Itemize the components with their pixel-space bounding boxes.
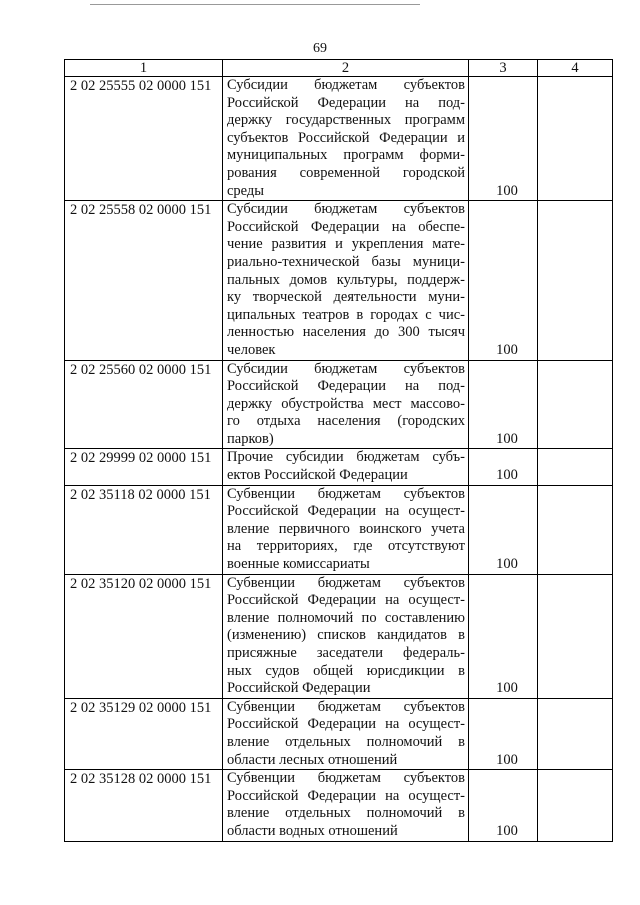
empty-cell — [538, 485, 613, 574]
header-col-2: 2 — [223, 60, 469, 77]
description-line: парков) — [227, 430, 274, 447]
value-cell: 100 — [469, 360, 538, 449]
table-row — [65, 360, 613, 449]
value-cell: 100 — [469, 574, 538, 698]
description-line: на территориях, где отсутствуют — [227, 538, 465, 555]
budget-code: 2 02 25555 02 0000 151 — [65, 77, 223, 201]
description-line: вление первичного воинского учета — [227, 520, 465, 537]
value-cell: 100 — [469, 770, 538, 841]
budget-description — [223, 485, 469, 574]
budget-code: 2 02 29999 02 0000 151 — [65, 449, 223, 485]
description-line: ку творческой деятельности муни- — [227, 289, 465, 306]
description-line: вление отдельных полномочий в — [227, 733, 465, 750]
header-col-3: 3 — [469, 60, 538, 77]
budget-description — [223, 77, 469, 201]
table-row — [65, 201, 613, 360]
description-line: держку обустройства мест массово- — [227, 395, 465, 412]
budget-code: 2 02 25560 02 0000 151 — [65, 360, 223, 449]
description-line: рования современной городской — [227, 164, 465, 181]
description-line: Российской Федерации на под- — [227, 378, 465, 395]
table-row — [65, 770, 613, 841]
top-rule — [90, 4, 420, 5]
table-row — [65, 574, 613, 698]
budget-code: 2 02 35128 02 0000 151 — [65, 770, 223, 841]
empty-cell — [538, 360, 613, 449]
budget-description — [223, 360, 469, 449]
description-line: Прочие субсидии бюджетам субъ- — [227, 449, 465, 466]
budget-codes-table — [64, 59, 613, 842]
description-line: чение развития и укрепления мате- — [227, 236, 465, 253]
empty-cell — [538, 77, 613, 201]
value-cell: 100 — [469, 698, 538, 769]
description-line: Субсидии бюджетам субъектов — [227, 77, 465, 93]
description-line: Российской Федерации на осущест- — [227, 503, 465, 520]
budget-description — [223, 201, 469, 360]
table-row — [65, 698, 613, 769]
description-line: ных судов общей юрисдикции в — [227, 662, 465, 679]
description-line: субъектов Российской Федерации и — [227, 129, 465, 146]
description-line: Субвенции бюджетам субъектов — [227, 485, 465, 502]
header-row — [65, 60, 613, 77]
description-line: Субвенции бюджетам субъектов — [227, 574, 465, 591]
value-cell: 100 — [469, 485, 538, 574]
header-col-1: 1 — [65, 60, 223, 77]
header-col-4: 4 — [538, 60, 613, 77]
description-line: Российской Федерации на под- — [227, 94, 465, 111]
budget-code: 2 02 35129 02 0000 151 — [65, 698, 223, 769]
description-line: области лесных отношений — [227, 751, 398, 768]
description-line: присяжные заседатели федераль- — [227, 645, 465, 661]
description-line: Российской Федерации на осущест- — [227, 716, 465, 733]
description-line: Субвенции бюджетам субъектов — [227, 698, 465, 715]
description-line: области водных отношений — [227, 822, 398, 839]
budget-description — [223, 698, 469, 769]
empty-cell — [538, 770, 613, 841]
table-row — [65, 77, 613, 201]
empty-cell — [538, 201, 613, 360]
description-line: (изменению) списков кандидатов в — [227, 627, 465, 644]
description-line: Российской Федерации на обеспе- — [227, 218, 465, 235]
description-line: держку государственных программ — [227, 112, 465, 129]
table-row — [65, 449, 613, 485]
description-line: среды — [227, 182, 265, 199]
description-line: Субвенции бюджетам субъектов — [227, 770, 465, 787]
empty-cell — [538, 574, 613, 698]
description-line: го отдыха населения (городских — [227, 413, 465, 430]
budget-description — [223, 770, 469, 841]
description-line: Российской Федерации на осущест- — [227, 787, 465, 804]
table-body — [65, 77, 613, 842]
description-line: Субсидии бюджетам субъектов — [227, 360, 465, 377]
page-number: 69 — [313, 41, 327, 56]
value-cell: 100 — [469, 77, 538, 201]
description-line: риально-технической базы муници- — [227, 253, 465, 270]
description-line: ципальных театров в городах с чис- — [227, 306, 465, 323]
description-line: военные комиссариаты — [227, 556, 370, 573]
table-row — [65, 485, 613, 574]
description-line: человек — [227, 341, 276, 358]
description-line: Российской Федерации — [227, 680, 371, 697]
budget-description — [223, 574, 469, 698]
description-line: вление полномочий по составлению — [227, 609, 465, 626]
description-line: вление отдельных полномочий в — [227, 805, 465, 822]
empty-cell — [538, 449, 613, 485]
description-line: ленностью населения до 300 тысяч — [227, 324, 465, 341]
value-cell: 100 — [469, 201, 538, 360]
budget-code: 2 02 25558 02 0000 151 — [65, 201, 223, 360]
budget-code: 2 02 35118 02 0000 151 — [65, 485, 223, 574]
description-line: ектов Российской Федерации — [227, 467, 408, 484]
description-line: пальных домов культуры, поддерж- — [227, 271, 465, 288]
value-cell: 100 — [469, 449, 538, 485]
empty-cell — [538, 698, 613, 769]
description-line: муниципальных программ форми- — [227, 147, 465, 164]
budget-description — [223, 449, 469, 485]
budget-code: 2 02 35120 02 0000 151 — [65, 574, 223, 698]
description-line: Субсидии бюджетам субъектов — [227, 201, 465, 218]
description-line: Российской Федерации на осущест- — [227, 592, 465, 609]
